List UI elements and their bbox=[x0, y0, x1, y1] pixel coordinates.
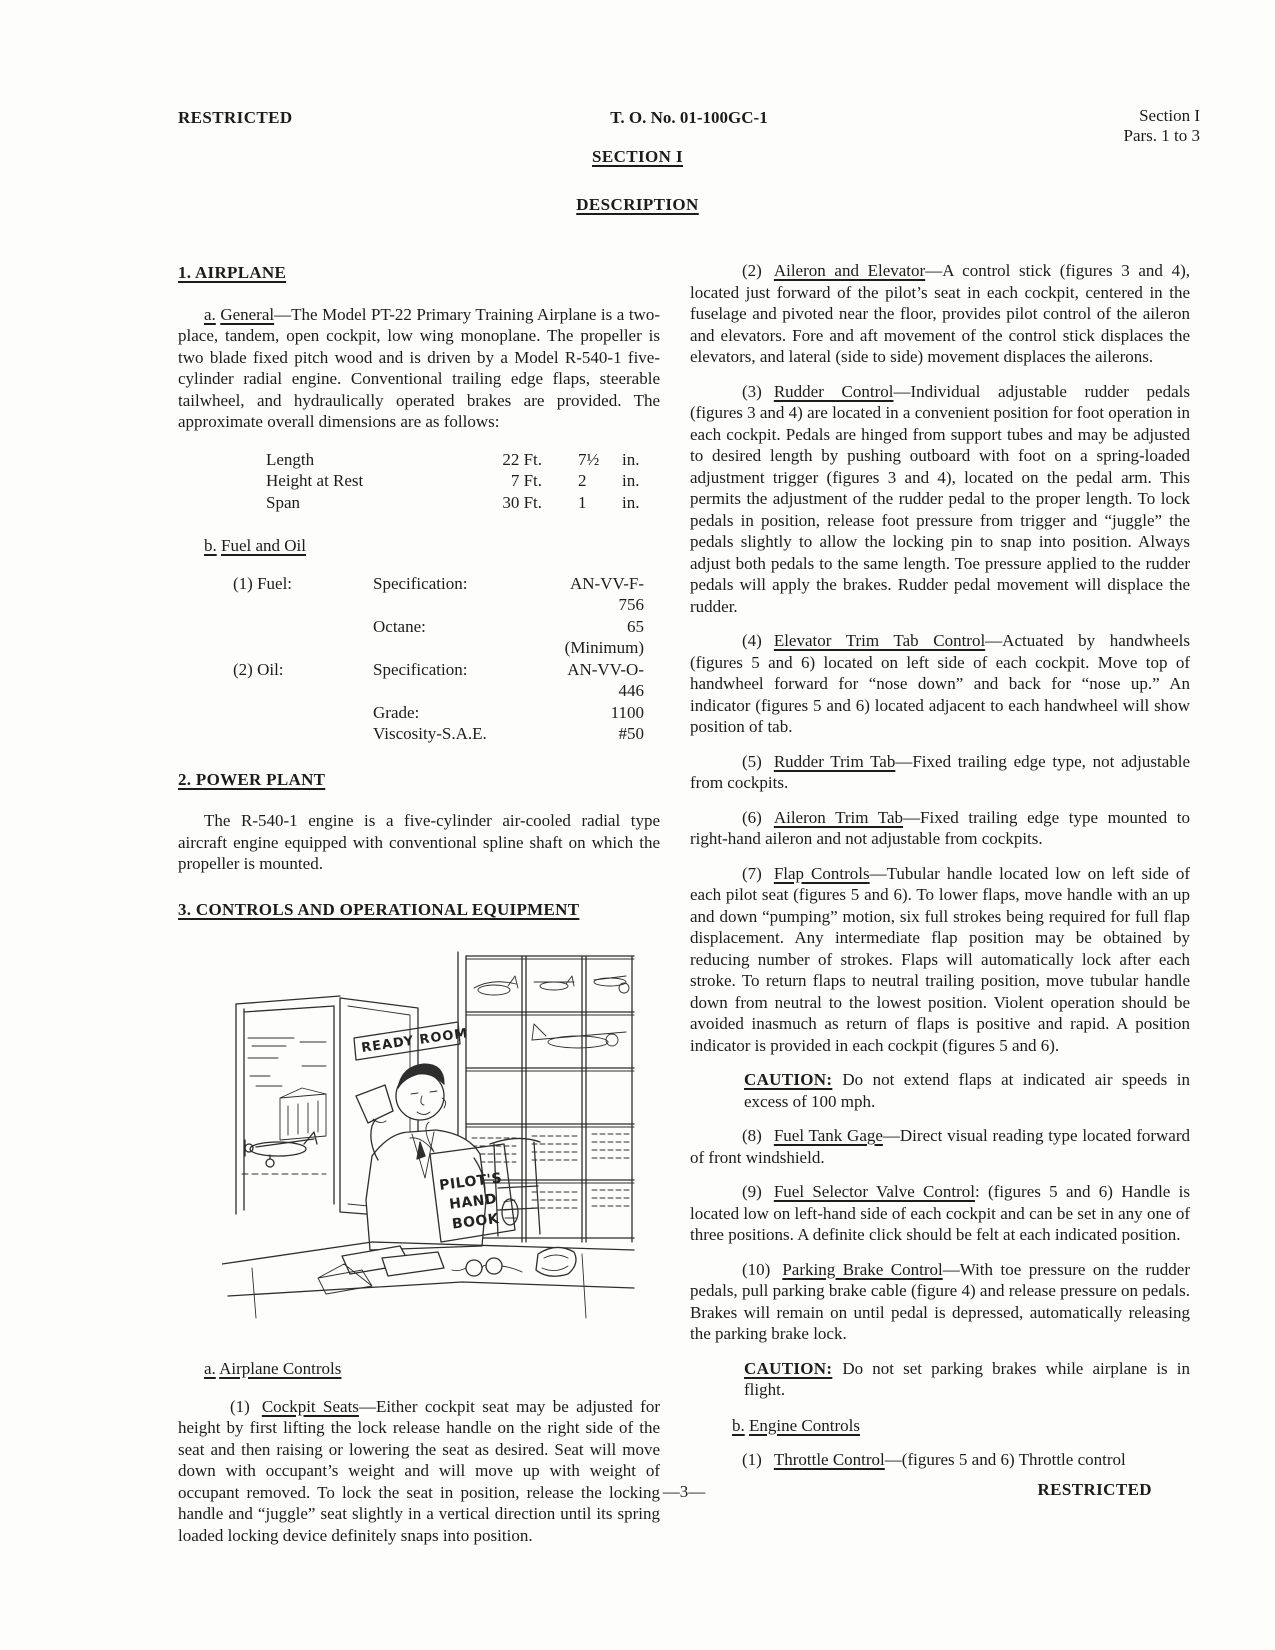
para-flap-controls bbox=[690, 863, 1190, 1057]
fuel-oil-table bbox=[178, 573, 660, 745]
para-number: (7) bbox=[742, 863, 762, 883]
goggles bbox=[452, 1258, 522, 1276]
header-section-ref bbox=[1124, 106, 1201, 146]
para-title: Fuel Tank Gage bbox=[773, 1126, 883, 1145]
caution-text: Do not set parking brakes while airplane is in flight. bbox=[744, 1358, 1190, 1399]
heading-power-plant bbox=[178, 769, 660, 791]
para-rudder-control bbox=[690, 381, 1190, 618]
dim-unit: in. bbox=[622, 471, 640, 490]
left-column bbox=[178, 252, 660, 1546]
dim-name: Height at Rest bbox=[266, 471, 364, 490]
dim-inches: 1 bbox=[578, 492, 587, 512]
dim-name: Length bbox=[266, 449, 315, 469]
fo-property: Specification: bbox=[373, 573, 468, 593]
heading-airplane-text: 1. AIRPLANE bbox=[178, 263, 287, 282]
subheading-fuel-oil-label: b. bbox=[204, 536, 217, 555]
para-title: Rudder Trim Tab bbox=[773, 751, 896, 771]
subheading-fuel-oil-title: Fuel and Oil bbox=[221, 536, 306, 555]
para-body: —(figures 5 and 6) Throttle control bbox=[884, 1450, 1126, 1469]
para-number: (3) bbox=[742, 381, 762, 401]
subheading-airplane-controls-label: a. bbox=[204, 1359, 216, 1378]
fo-item: (1) Fuel: bbox=[233, 573, 293, 593]
para-number: (1) bbox=[742, 1450, 762, 1469]
subheading-airplane-controls-title: Airplane Controls bbox=[219, 1359, 342, 1378]
dim-feet: 22 Ft. bbox=[502, 449, 542, 469]
para-power-plant-body: The R-540-1 engine is a five-cylinder air-cooled radial type aircraft engine equipped with conventional spline shaft on which the propeller is mounted. bbox=[178, 811, 660, 873]
para-general-body: —The Model PT-22 Primary Training Airplane is a two-place, tandem, open cockpit, low wing monoplane. The propeller is two blade fixed pitch wood and is driven by a Model R-540-1 five-cylinder radial engine. Conventional trailing edge flaps, steerable tailwheel, and hydraulically operated brakes are provided. The approximate overall dimensions are as follows: bbox=[178, 304, 660, 431]
para-number: (8) bbox=[742, 1126, 762, 1145]
dim-feet: 7 Ft. bbox=[510, 471, 542, 490]
dim-inches: 7½ bbox=[578, 449, 600, 469]
fo-property: Grade: bbox=[373, 702, 420, 722]
para-title: Throttle Control bbox=[773, 1450, 885, 1469]
para-number: (10) bbox=[742, 1259, 771, 1279]
dim-feet: 30 Ft. bbox=[502, 492, 542, 512]
para-body: —Individual adjustable rudder pedals (figures 3 and 4) are located in a convenient position for foot operation in each cockpit. Pedals are hinged from support tubes and may be adjusted to desired length by pushing outboard with foot on a spring-loaded adjustment trigger (figures 3 and 4), located on the pedal arm. This permits the adjustment of the rudder pedal to the proper length. To lock pedals in position, release foot pressure from trigger and “juggle” the pedals slightly to allow the locking pin to snap into position. Always adjust both pedals to the same length. Toe pressure applied to the rudder pedals will apply the brakes. Rudder pedal movement will displace the rudder. bbox=[690, 381, 1190, 616]
page-number: —3— bbox=[662, 1482, 706, 1501]
ready-room-sketch bbox=[222, 946, 638, 1320]
dim-unit: in. bbox=[622, 492, 640, 512]
para-cockpit-seats bbox=[178, 1396, 660, 1547]
para-number: (6) bbox=[742, 807, 762, 827]
subheading-airplane-controls bbox=[204, 1358, 660, 1380]
subheading-engine-controls-title: Engine Controls bbox=[749, 1415, 860, 1435]
ready-room-sign-label: READY ROOM bbox=[360, 1026, 470, 1056]
para-throttle-control bbox=[690, 1449, 1190, 1471]
para-number: (5) bbox=[742, 751, 762, 771]
para-aileron-trim-tab bbox=[690, 807, 1190, 850]
right-column bbox=[690, 252, 1190, 1546]
fo-property: Specification: bbox=[373, 659, 468, 679]
para-number: (2) bbox=[742, 261, 762, 280]
para-body: —Direct visual reading type located forward of front windshield. bbox=[690, 1126, 1190, 1167]
two-column-body bbox=[178, 252, 1190, 1546]
para-title: Fuel Selector Valve Control bbox=[773, 1182, 975, 1201]
para-aileron-elevator bbox=[690, 260, 1190, 368]
subheading-fuel-oil bbox=[204, 535, 660, 557]
header-to-number: T. O. No. 01-100GC-1 bbox=[610, 108, 768, 127]
table-row bbox=[178, 470, 660, 492]
para-body: —Fixed trailing edge type mounted to right-hand aileron and not adjustable from cockpits. bbox=[690, 807, 1190, 848]
heading-controls-equipment bbox=[178, 899, 660, 921]
dim-name: Span bbox=[266, 492, 300, 512]
heading-controls-equipment-text: 3. CONTROLS AND OPERATIONAL EQUIPMENT bbox=[178, 899, 580, 919]
subheading-engine-controls-label: b. bbox=[732, 1415, 745, 1435]
para-body: —A control stick (figures 3 and 4), located just forward of the pilot’s seat in each cockpit, centered in the fuselage and pivoted near the floor, provides pilot control of the aileron and elevators. Fore and aft movement of the control stick displaces the elevators, and lateral (side to side) movement displaces the ailerons. bbox=[690, 261, 1190, 366]
para-body: —Actuated by handwheels (figures 5 and 6) located on left side of each cockpit. Move top of handwheel forward for “nose down” and back for “nose up.” An indicator (figures 5 and 6) located adjacent to each handwheel will show position of tab. bbox=[690, 631, 1190, 736]
book-title-line3: BOOK bbox=[451, 1210, 501, 1233]
para-general bbox=[178, 304, 660, 433]
fo-value: #50 bbox=[618, 724, 644, 743]
book-title-line1: PILOT'S bbox=[438, 1170, 504, 1194]
description-title: DESCRIPTION bbox=[576, 195, 699, 214]
para-title: Cockpit Seats bbox=[261, 1396, 359, 1416]
para-number: (9) bbox=[742, 1182, 762, 1201]
para-title: Aileron and Elevator bbox=[773, 261, 926, 280]
caution-text: Do not extend flaps at indicated air speeds in excess of 100 mph. bbox=[744, 1070, 1190, 1111]
doorway bbox=[236, 996, 340, 1214]
fo-value: AN-VV-F- 756 bbox=[570, 573, 644, 614]
caution-label: CAUTION: bbox=[744, 1358, 833, 1378]
header-section-line: Section I bbox=[1139, 106, 1200, 125]
para-title: Aileron Trim Tab bbox=[773, 807, 904, 827]
table-row bbox=[178, 449, 660, 471]
subheading-engine-controls bbox=[732, 1415, 1190, 1437]
fo-value: 1100 bbox=[610, 702, 644, 722]
fo-value: 65 (Minimum) bbox=[564, 616, 644, 657]
para-power-plant bbox=[178, 810, 660, 875]
header-classification: RESTRICTED bbox=[178, 108, 293, 127]
fo-property: Octane: bbox=[373, 616, 426, 636]
header-pars-line: Pars. 1 to 3 bbox=[1123, 126, 1200, 145]
para-body: —Tubular handle located low on left side of each pilot seat (figures 5 and 6). To lower flaps, move handle with an up and down “pumping” motion, six full strokes being required for full flap displacement. Any intermediate flap position may be obtained by reducing number of strokes. Flaps will automatically lock after each stroke. To return flaps to neutral trailing position, move tubular handle down from neutral to the lowest position. Violent operation should be avoided inasmuch as return of flaps is positive and rapid. A position indicator is provided in each cockpit (figures 5 and 6). bbox=[690, 863, 1190, 1055]
desk bbox=[222, 1242, 634, 1318]
dim-inches: 2 bbox=[578, 471, 587, 490]
fo-item bbox=[233, 723, 373, 745]
dimensions-table bbox=[178, 449, 660, 514]
para-body: —Fixed trailing edge type, not adjustable from cockpits. bbox=[690, 751, 1191, 792]
para-number: (1) bbox=[230, 1396, 250, 1416]
fo-value: AN-VV-O- 446 bbox=[567, 659, 644, 700]
section-title: SECTION I bbox=[592, 147, 683, 166]
caution-label: CAUTION: bbox=[744, 1070, 833, 1089]
table-row bbox=[178, 492, 660, 514]
fo-item bbox=[233, 702, 373, 724]
para-title: Parking Brake Control bbox=[782, 1259, 943, 1279]
para-general-title: General bbox=[220, 304, 275, 324]
para-fuel-tank-gage bbox=[690, 1125, 1190, 1168]
para-parking-brake bbox=[690, 1259, 1190, 1345]
table-row bbox=[178, 659, 660, 702]
illustration-ready-room bbox=[222, 946, 638, 1320]
heading-airplane bbox=[178, 262, 660, 284]
caution-flaps bbox=[744, 1069, 1190, 1112]
fo-property: Viscosity-S.A.E. bbox=[373, 724, 487, 743]
heading-power-plant-text: 2. POWER PLANT bbox=[178, 769, 326, 789]
table-row bbox=[178, 573, 660, 616]
para-title: Rudder Control bbox=[773, 381, 894, 401]
para-fuel-selector-valve bbox=[690, 1181, 1190, 1246]
table-row bbox=[178, 723, 660, 745]
caution-parking-brakes bbox=[744, 1358, 1190, 1401]
para-body: : (figures 5 and 6) Handle is located low on left-hand side of each cockpit and can be set in any one of three positions. A definite click should be felt at each indicated position. bbox=[690, 1182, 1190, 1244]
airplane-outside bbox=[242, 1132, 326, 1174]
book-title-line2: HAND bbox=[448, 1191, 498, 1213]
table-row bbox=[178, 616, 660, 659]
para-title: Elevator Trim Tab Control bbox=[773, 631, 986, 650]
fo-item bbox=[233, 616, 373, 659]
para-number: (4) bbox=[742, 631, 762, 650]
para-body: —Either cockpit seat may be adjusted for height by first lifting the lock release handle on the right side of the seat and then raising or lowering the seat as desired. Seat will move down with occupant’s weight and will move up with weight of occupant removed. To lock the seat in position, release the locking handle and “juggle” seat slightly in a vertical direction until its spring loaded locking device definitely snaps into position. bbox=[178, 1396, 661, 1545]
dim-unit: in. bbox=[622, 449, 640, 469]
fo-item: (2) Oil: bbox=[233, 659, 284, 679]
para-general-label: a. bbox=[204, 304, 216, 324]
table-row bbox=[178, 702, 660, 724]
para-title: Flap Controls bbox=[773, 863, 870, 883]
footer-classification: RESTRICTED bbox=[1037, 1480, 1152, 1499]
para-body: —With toe pressure on the rudder pedals, pull parking brake cable (figure 4) and release pressure on pedals. Brakes will remain on until pedal is depressed, automatically releasing the parking brake lock. bbox=[690, 1259, 1190, 1343]
para-elevator-trim-tab bbox=[690, 630, 1190, 738]
para-rudder-trim-tab bbox=[690, 751, 1190, 794]
